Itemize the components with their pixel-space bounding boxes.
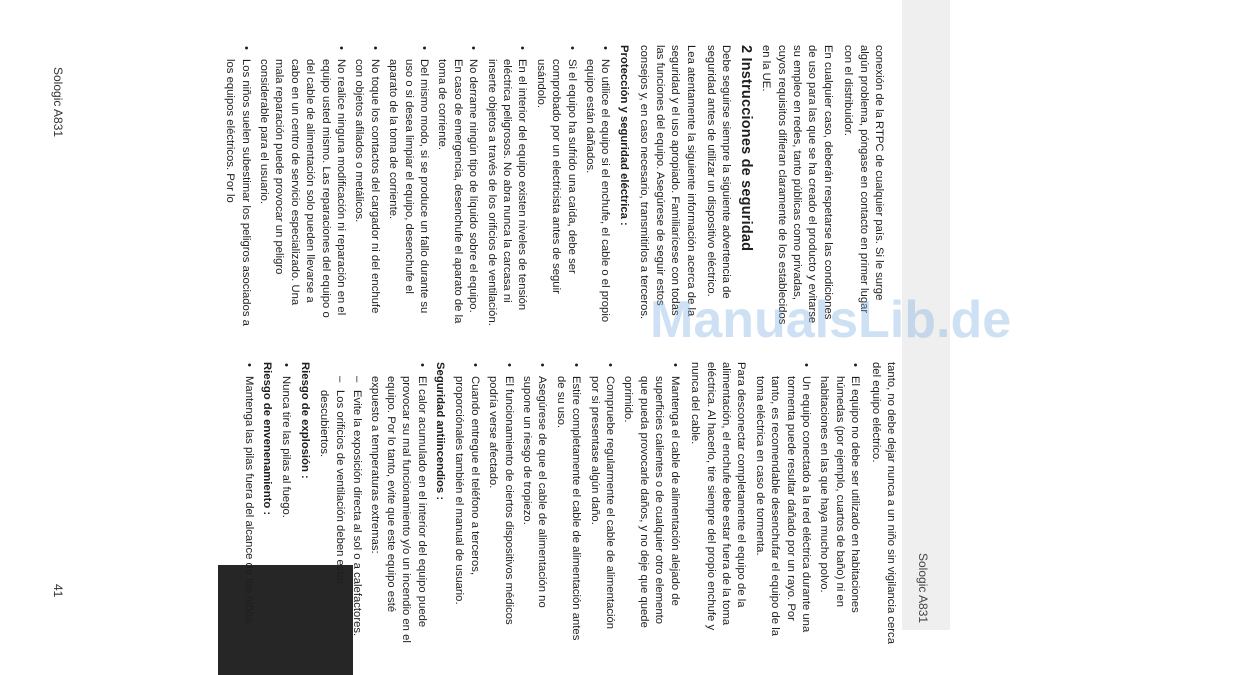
environment-list bbox=[751, 362, 862, 644]
list-item: – Los orificios de ventilación deben estar descubiertos. bbox=[316, 376, 347, 644]
fire-safety-sublist bbox=[316, 362, 364, 644]
intro-paragraph-2: En cualquier caso, deberán respetarse las condiciones de uso para las que se ha creado el producto y evitarse su empleo en redes, tanto públicas como privadas, cuyos requisitos difieran claramente de los establecidos en la UE. bbox=[760, 45, 834, 325]
continued-paragraph: tanto, no debe dejar nunca a un niño sin vigilancia cerca del equipo eléctrico. bbox=[869, 362, 897, 644]
disconnect-paragraph: Para desconectar completamente el equipo de la alimentación, el enchufe debe estar fuera de la toma eléctrica. Al hacerlo, tire siempre del propio enchufe y nunca del cable. bbox=[689, 362, 748, 631]
list-item: • El calor acumulado en el interior del equipo puede provocar su mal funcionamiento y/o un incendio en el equipo. Por lo tanto, evite que este equipo esté expuesto a temperaturas extremas: bbox=[367, 362, 429, 644]
list-item: • Compruebe regularmente el cable de alimentación por si presentase algún daño. bbox=[586, 362, 617, 644]
left-column bbox=[219, 45, 886, 327]
explosion-risk-title: Riesgo de explosión : bbox=[298, 362, 311, 479]
list-item: • El funcionamiento de ciertos dispositivos médicos podría verse afectado. bbox=[485, 362, 516, 644]
list-item: • En el interior del equipo existen niveles de tensión eléctrica peligrosos. No abra nunca la carcasa ni inserte objetos a través de los orificios de ventilación. bbox=[483, 45, 529, 327]
list-item: • Un equipo conectado a la red eléctrica durante una tormenta puede resultar dañado por un rayo. Por tanto, es recomendable desenchufar el equipo de la toma eléctrica en caso de tormenta. bbox=[751, 362, 813, 644]
right-column bbox=[237, 362, 898, 644]
list-item: • Mantenga el cable de alimentación alejado de superficies calientes o de cualquier otro elemento que pueda provocarle daños, y no deje que quede oprimido. bbox=[620, 362, 682, 644]
page-number: 41 bbox=[51, 584, 65, 598]
list-item: • Del mismo modo, si se produce un fallo durante su uso o si desea limpiar el equipo, desenchufe el aparato de la toma de corriente. bbox=[385, 45, 431, 327]
list-item: – Evite la exposición directa al sol o a calefactores. bbox=[349, 376, 364, 644]
section-title: 2 Instrucciones de seguridad bbox=[737, 45, 754, 252]
poison-risk-list bbox=[240, 362, 255, 644]
header-brand: Sologic A831 bbox=[916, 553, 930, 624]
electric-safety-list bbox=[222, 45, 613, 327]
list-item: • El equipo no debe ser utilizado en habitaciones húmedas (por ejemplo, cuartos de baño) ni en habitaciones en las que haya mucho polvo. bbox=[816, 362, 862, 644]
list-item: • No toque los contactos del cargador ni del enchufe con objetos afilados o metálicos. bbox=[351, 45, 382, 327]
electric-safety-title: Protección y seguridad eléctrica : bbox=[617, 45, 630, 226]
explosion-risk-list bbox=[278, 362, 293, 644]
section-paragraph-2: Lea atentamente la siguiente información acerca de la seguridad y el uso apropiado. Familiarícese con todas las funciones del equipo. Asegúrese de seguir estos consejos y, en caso necesario, transmitirlos a terceros. bbox=[638, 45, 697, 320]
fire-safety-title: Seguridad antiincendios : bbox=[434, 362, 447, 501]
list-item: • No realice ninguna modificación ni reparación en el equipo usted mismo. Las reparaciones del equipo o del cable de alimentación solo pueden llevarse a cabo en un centro de servicio especializado. Una mala reparación puede provocar un peligro considerable para el usuario. bbox=[256, 45, 348, 327]
poison-risk-title: Riesgo de envenenamiento : bbox=[260, 362, 273, 516]
list-item: • No utilice el equipo si el enchufe, el cable o el propio equipo están dañados. bbox=[582, 45, 613, 327]
intro-paragraph-1: conexión de la RTPC de cualquier país. Si le surge algún problema, póngase en contacto en primer lugar con el distribuidor. bbox=[842, 45, 885, 314]
watermark: ManualsLib.de bbox=[650, 291, 1012, 349]
list-item: • Asegúrese de que el cable de alimentación no supone un riesgo de tropiezo. bbox=[519, 362, 550, 644]
footer-brand: Sologic A831 bbox=[51, 67, 65, 138]
cable-list bbox=[451, 362, 682, 644]
list-item: • Los niños suelen subestimar los peligros asociados a los equipos eléctricos. Por lo bbox=[222, 45, 253, 327]
fire-safety-list bbox=[367, 362, 429, 644]
list-item: • Estire completamente el cable de alimentación antes de su uso. bbox=[552, 362, 583, 644]
list-item: • Nunca tire las pilas al fuego. bbox=[278, 362, 293, 644]
list-item: • Mantenga las pilas fuera del alcance de los niños. bbox=[240, 362, 255, 644]
section-paragraph-1: Debe seguirse siempre la siguiente advertencia de seguridad antes de utilizar un dispositivo eléctrico. bbox=[704, 45, 733, 299]
list-item: • No derrame ningún tipo de líquido sobre el equipo. En caso de emergencia, desenchufe el aparato de la toma de corriente. bbox=[434, 45, 480, 327]
list-item: • Cuando entregue el teléfono a terceros, proporciónales también el manual de usuario. bbox=[451, 362, 482, 644]
list-item: • Si el equipo ha sufrido una caída, debe ser comprobado por un electricista antes de seguir usándolo. bbox=[532, 45, 578, 327]
